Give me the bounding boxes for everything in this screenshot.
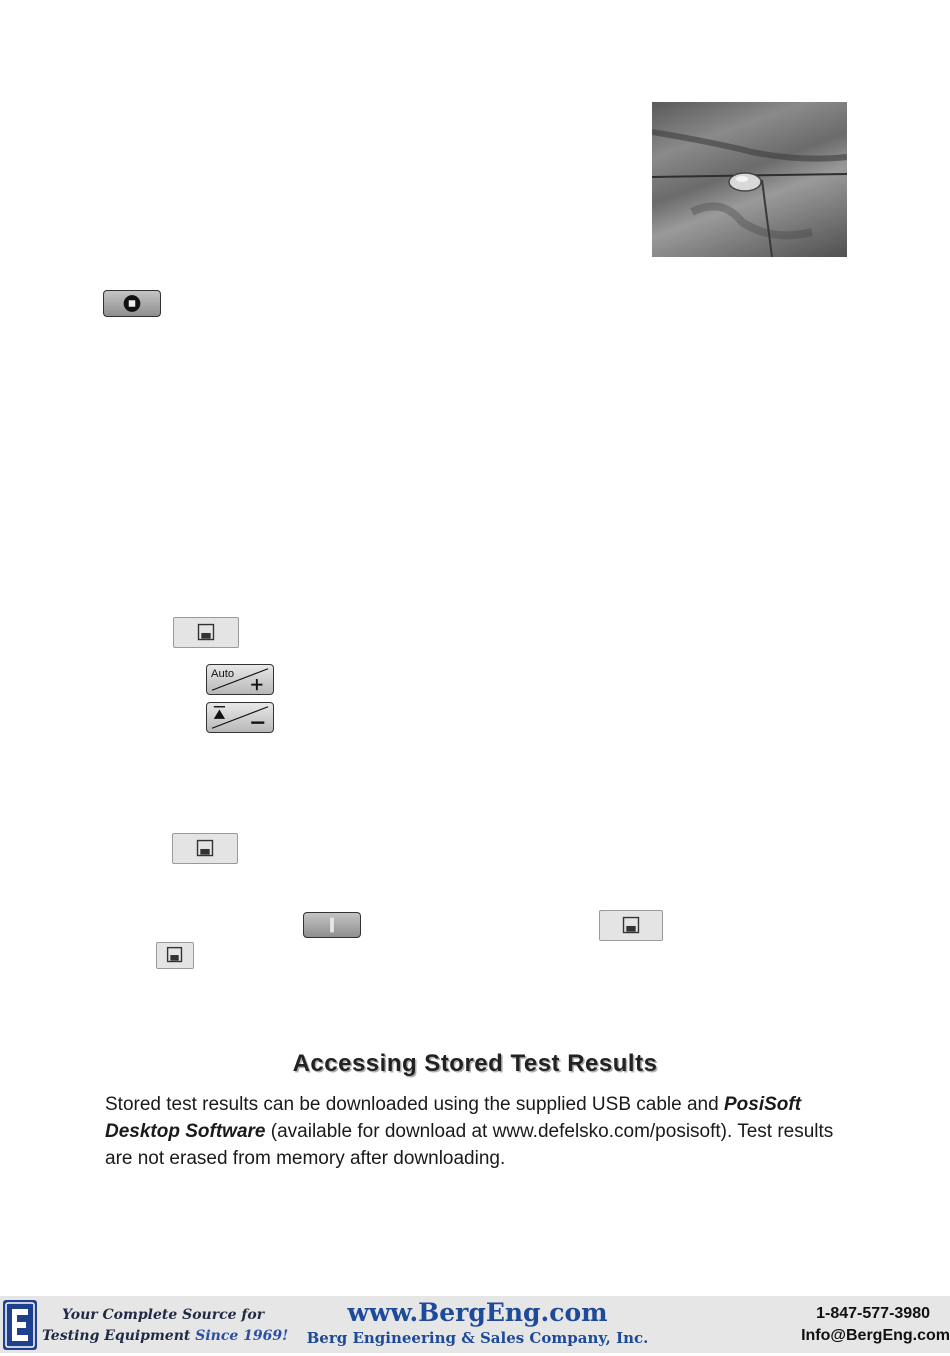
tagline-line-2 (42, 1328, 288, 1344)
tagline-since: Since 1969! (195, 1328, 289, 1344)
footer-contact (760, 1303, 950, 1347)
auto-plus-icon (206, 664, 274, 695)
save-icon (173, 617, 239, 648)
footer-website-block (300, 1298, 655, 1348)
record-button-icon (103, 290, 161, 317)
body-text-part1: Stored test results can be downloaded using the supplied USB cable and (105, 1094, 724, 1115)
company-name: Berg Engineering & Sales Company, Inc. (306, 1329, 649, 1347)
body-paragraph (105, 1091, 845, 1172)
section-heading: Accessing Stored Test Results (292, 1050, 658, 1077)
email-link[interactable]: Info@BergEng.com (801, 1327, 950, 1344)
footer-tagline (42, 1305, 288, 1347)
website-link[interactable]: www.BergEng.com (347, 1298, 608, 1327)
save-icon (156, 942, 194, 969)
tagline-line-1: Your Complete Source for (62, 1307, 265, 1323)
save-icon (599, 910, 663, 941)
save-icon (172, 833, 238, 864)
berg-logo-icon (2, 1299, 38, 1351)
trigger-minus-icon (206, 702, 274, 733)
software-name: PosiSoft Desktop Software (105, 1094, 802, 1142)
phone-number: 1-847-577-3980 (816, 1305, 930, 1322)
auto-label: Auto (211, 668, 235, 681)
gray-bar-button-icon (303, 912, 361, 938)
body-text-part2: (available for download at www.defelsko.com/posisoft). Test results are not erased from memory after downloading. (105, 1121, 834, 1169)
tagline-text: Testing Equipment (42, 1328, 196, 1344)
coating-defect-photo (652, 102, 847, 257)
